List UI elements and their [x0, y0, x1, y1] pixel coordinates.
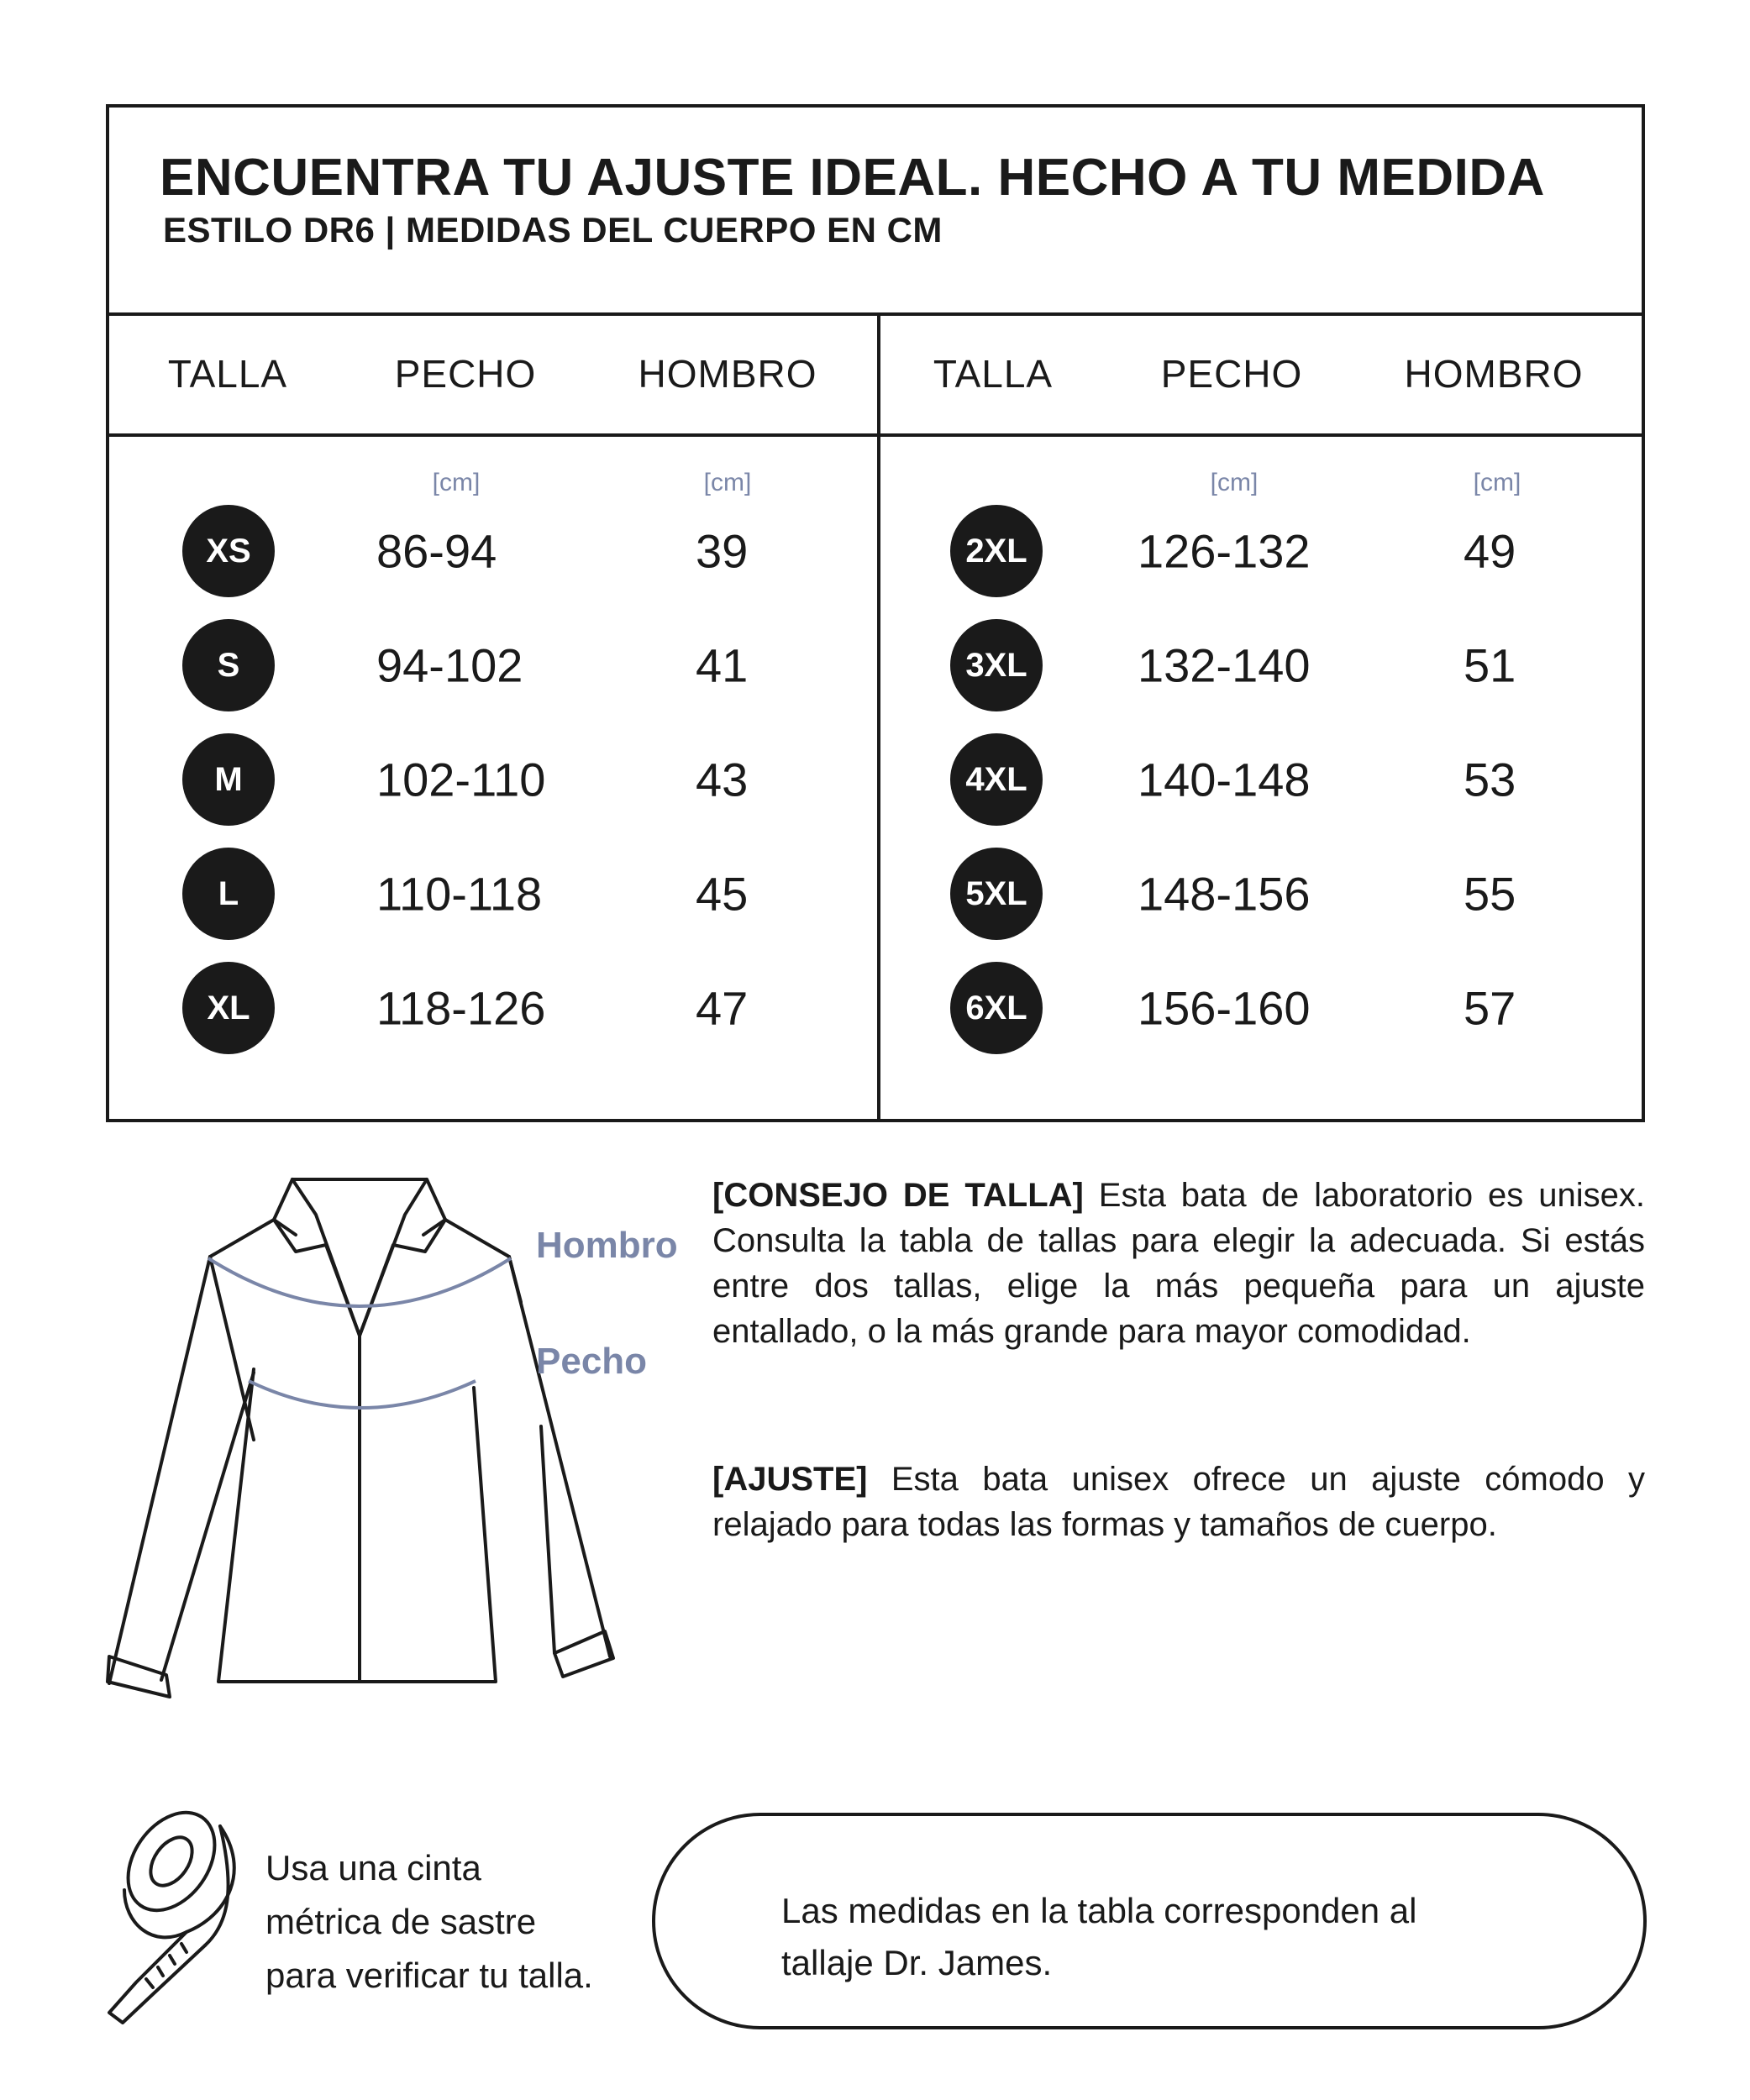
- size-badge: XL: [182, 962, 275, 1054]
- note-line: Las medidas en la tabla corresponden al: [781, 1891, 1417, 1930]
- unit-pecho-left: [cm]: [432, 469, 481, 496]
- note-line: tallaje Dr. James.: [781, 1943, 1053, 1982]
- size-chart: [106, 104, 1645, 1122]
- hombro-value: 57: [1464, 981, 1516, 1035]
- hombro-value: 47: [696, 981, 749, 1035]
- pecho-value: 118-126: [376, 981, 546, 1035]
- tape-line: para verificar tu talla.: [265, 1956, 593, 1995]
- header-pecho-left: PECHO: [394, 352, 537, 396]
- size-badge: 2XL: [950, 505, 1043, 597]
- hombro-value: 55: [1464, 867, 1516, 921]
- unit-hombro-right: [cm]: [1473, 469, 1521, 496]
- pecho-value: 148-156: [1138, 867, 1311, 921]
- tape-line: métrica de sastre: [265, 1902, 537, 1941]
- pecho-value: 86-94: [376, 524, 497, 578]
- page-subtitle: ESTILO DR6 | MEDIDAS DEL CUERPO EN CM: [163, 210, 943, 249]
- pecho-value: 126-132: [1138, 524, 1311, 578]
- size-badge: XS: [182, 505, 275, 597]
- tape-instructions: [265, 1841, 669, 2003]
- hombro-value: 53: [1464, 753, 1516, 806]
- header-hombro-right: HOMBRO: [1404, 352, 1584, 396]
- column-divider: [877, 312, 880, 1122]
- hombro-value: 49: [1464, 524, 1516, 578]
- hombro-value: 43: [696, 753, 749, 806]
- unit-pecho-right: [cm]: [1210, 469, 1259, 496]
- header-talla-right: TALLA: [933, 352, 1054, 396]
- pecho-value: 110-118: [376, 867, 543, 921]
- divider: [109, 312, 1642, 316]
- pecho-value: 94-102: [376, 638, 523, 692]
- consejo-label: [CONSEJO DE TALLA]: [712, 1177, 1084, 1214]
- size-badge: 6XL: [950, 962, 1043, 1054]
- consejo-paragraph: [712, 1173, 1645, 1354]
- size-badge: M: [182, 733, 275, 826]
- hombro-value: 39: [696, 524, 749, 578]
- size-badge: L: [182, 848, 275, 940]
- size-badge: S: [182, 619, 275, 711]
- note-box: [652, 1813, 1647, 2029]
- tape-line: Usa una cinta: [265, 1848, 481, 1887]
- pecho-value: 140-148: [1138, 753, 1311, 806]
- ajuste-label: [AJUSTE]: [712, 1461, 868, 1498]
- header-hombro-left: HOMBRO: [638, 352, 817, 396]
- consejo-text: Esta bata de laboratorio es unisex. Consulta la tabla de tallas para elegir la adecuada. Si estás entre dos tallas, elige la más pequeña para un ajuste entallado, o la más grande para mayor comodidad.: [712, 1177, 1645, 1350]
- hombro-value: 51: [1464, 638, 1516, 692]
- hombro-value: 45: [696, 867, 749, 921]
- hombro-value: 41: [696, 638, 749, 692]
- label-hombro: Hombro: [536, 1225, 678, 1266]
- page-title: ENCUENTRA TU AJUSTE IDEAL. HECHO A TU MEDIDA: [160, 149, 1545, 207]
- divider: [109, 433, 1642, 437]
- pecho-value: 156-160: [1138, 981, 1311, 1035]
- unit-hombro-left: [cm]: [703, 469, 752, 496]
- size-badge: 5XL: [950, 848, 1043, 940]
- size-badge: 3XL: [950, 619, 1043, 711]
- note-text: [781, 1885, 1588, 1989]
- header-talla-left: TALLA: [167, 352, 288, 396]
- size-badge: 4XL: [950, 733, 1043, 826]
- pecho-value: 102-110: [376, 753, 546, 806]
- header-pecho-right: PECHO: [1160, 352, 1303, 396]
- pecho-value: 132-140: [1138, 638, 1311, 692]
- measuring-tape-icon: [102, 1789, 245, 2024]
- ajuste-paragraph: [712, 1457, 1645, 1547]
- ajuste-text: Esta bata unisex ofrece un ajuste cómodo y relajado para todas las formas y tamaños de cuerpo.: [712, 1461, 1645, 1543]
- label-pecho: Pecho: [536, 1341, 648, 1382]
